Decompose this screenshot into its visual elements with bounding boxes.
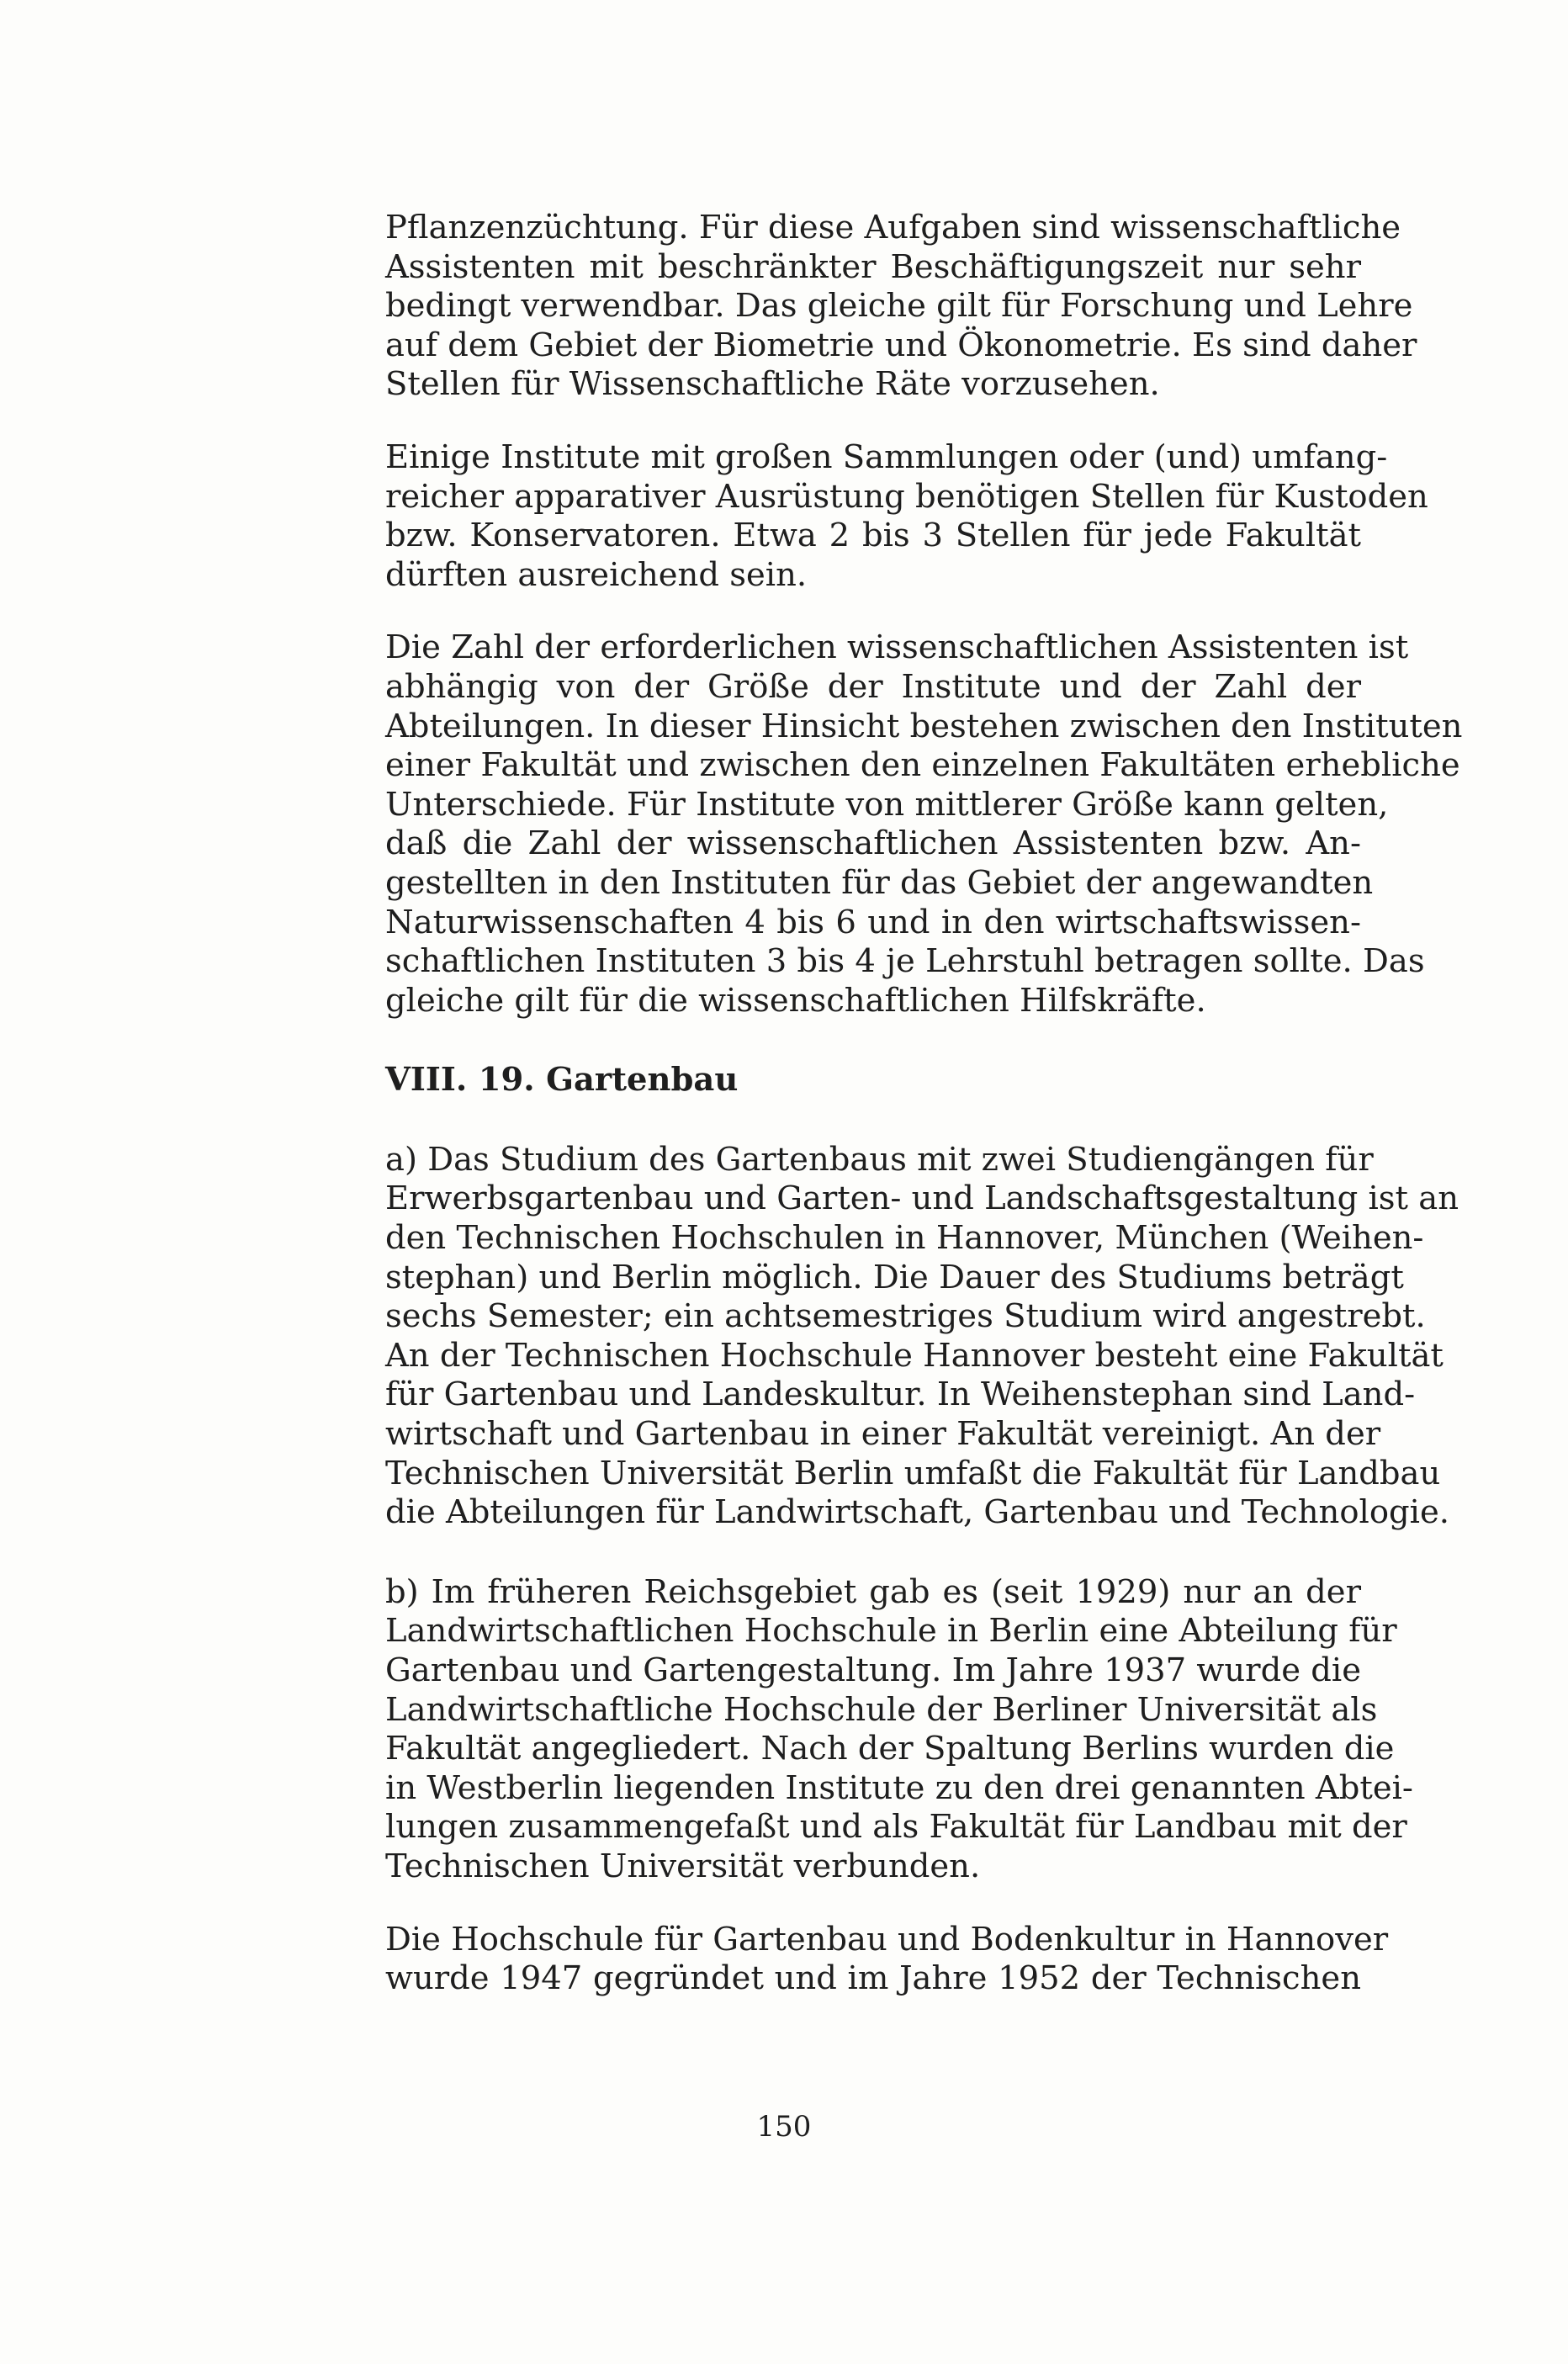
text-line: gestellten in den Instituten für das Gebiet der angewandten bbox=[385, 863, 1374, 902]
page-number: 150 bbox=[756, 2110, 812, 2144]
body-text bbox=[385, 209, 1463, 1999]
text-line: reicher apparativer Ausrüstung benötigen Stellen für Kustoden bbox=[385, 477, 1428, 516]
text-line: Abteilungen. In dieser Hinsicht bestehen zwischen den Instituten bbox=[385, 707, 1463, 745]
text-line: Erwerbsgartenbau und Garten- und Landschaftsgestaltung ist an bbox=[385, 1179, 1459, 1218]
text-line: Unterschiede. Für Institute von mittlerer Größe kann gelten, bbox=[385, 785, 1389, 824]
paragraph-assistenten bbox=[385, 628, 1463, 1020]
text-line: wurde 1947 gegründet und im Jahre 1952 der Technischen bbox=[385, 1959, 1361, 1998]
text-line: stephan) und Berlin möglich. Die Dauer des Studiums beträgt bbox=[385, 1258, 1404, 1296]
text-line: a) Das Studium des Gartenbaus mit zwei Studiengängen für bbox=[385, 1140, 1374, 1179]
text-line: b) Im früheren Reichsgebiet gab es (seit 1929) nur an der bbox=[385, 1572, 1361, 1611]
paragraph-spacer bbox=[385, 405, 1361, 438]
paragraph-spacer bbox=[385, 595, 1361, 628]
text-line: für Gartenbau und Landeskultur. In Weihenstephan sind Land- bbox=[385, 1375, 1416, 1414]
section-spacer bbox=[385, 1100, 1361, 1141]
text-line: lungen zusammengefaßt und als Fakultät für Landbau mit der bbox=[385, 1808, 1407, 1847]
text-line: Fakultät angegliedert. Nach der Spaltung Berlins wurden die bbox=[385, 1730, 1395, 1768]
paragraph-spacer bbox=[385, 1533, 1361, 1573]
text-line: Gartenbau und Gartengestaltung. Im Jahre 1937 wurde die bbox=[385, 1651, 1361, 1689]
text-line: in Westberlin liegenden Institute zu den drei genannten Abtei- bbox=[385, 1768, 1413, 1807]
paragraph-studium-gartenbau bbox=[385, 1140, 1459, 1533]
text-line: Stellen für Wissenschaftliche Räte vorzusehen. bbox=[385, 365, 1160, 404]
paragraph-spacer bbox=[385, 1887, 1361, 1921]
text-line: Technischen Universität Berlin umfaßt die Fakultät für Landbau bbox=[385, 1454, 1441, 1492]
text-line: sechs Semester; ein achtsemestriges Studium wird angestrebt. bbox=[385, 1297, 1426, 1336]
text-line: An der Technischen Hochschule Hannover besteht eine Fakultät bbox=[385, 1336, 1444, 1375]
text-line: auf dem Gebiet der Biometrie und Ökonometrie. Es sind daher bbox=[385, 326, 1417, 364]
text-line: die Abteilungen für Landwirtschaft, Gartenbau und Technologie. bbox=[385, 1493, 1449, 1532]
text-line: dürften ausreichend sein. bbox=[385, 555, 808, 594]
text-line: Einige Institute mit großen Sammlungen oder (und) umfang- bbox=[385, 437, 1388, 476]
section-heading-gartenbau: VIII. 19. Gartenbau bbox=[385, 1061, 739, 1100]
text-line: Landwirtschaftlichen Hochschule in Berlin eine Abteilung für bbox=[385, 1612, 1397, 1651]
text-line: gleiche gilt für die wissenschaftlichen Hilfskräfte. bbox=[385, 981, 1206, 1020]
text-line: bzw. Konservatoren. Etwa 2 bis 3 Stellen für jede Fakultät bbox=[385, 517, 1361, 555]
text-line: Technischen Universität verbunden. bbox=[385, 1847, 981, 1885]
text-line: Landwirtschaftliche Hochschule der Berliner Universität als bbox=[385, 1690, 1378, 1729]
text-line: daß die Zahl der wissenschaftlichen Assistenten bzw. An- bbox=[385, 824, 1361, 863]
paragraph-hochschule-hannover bbox=[385, 1920, 1389, 1999]
text-line: Die Hochschule für Gartenbau und Bodenkultur in Hannover bbox=[385, 1920, 1389, 1959]
text-line: bedingt verwendbar. Das gleiche gilt für Forschung und Lehre bbox=[385, 287, 1413, 326]
paragraph-kustoden bbox=[385, 437, 1428, 595]
text-line: schaftlichen Instituten 3 bis 4 je Lehrstuhl betragen sollte. Das bbox=[385, 942, 1425, 981]
text-line: Assistenten mit beschränkter Beschäftigungszeit nur sehr bbox=[385, 247, 1361, 286]
paragraph-reichsgebiet bbox=[385, 1572, 1413, 1887]
text-line: Die Zahl der erforderlichen wissenschaftlichen Assistenten ist bbox=[385, 628, 1409, 667]
text-line: Naturwissenschaften 4 bis 6 und in den wirtschaftswissen- bbox=[385, 903, 1361, 941]
section-spacer bbox=[385, 1020, 1361, 1061]
text-line: abhängig von der Größe der Institute und der Zahl der bbox=[385, 667, 1361, 706]
text-line: einer Fakultät und zwischen den einzelnen Fakultäten erhebliche bbox=[385, 746, 1460, 785]
text-line: wirtschaft und Gartenbau in einer Fakultät vereinigt. An der bbox=[385, 1415, 1381, 1454]
paragraph-pflanzenzuechtung bbox=[385, 209, 1417, 405]
text-line: Pflanzenzüchtung. Für diese Aufgaben sind wissenschaftliche bbox=[385, 209, 1401, 246]
text-line: den Technischen Hochschulen in Hannover, München (Weihen- bbox=[385, 1219, 1424, 1258]
